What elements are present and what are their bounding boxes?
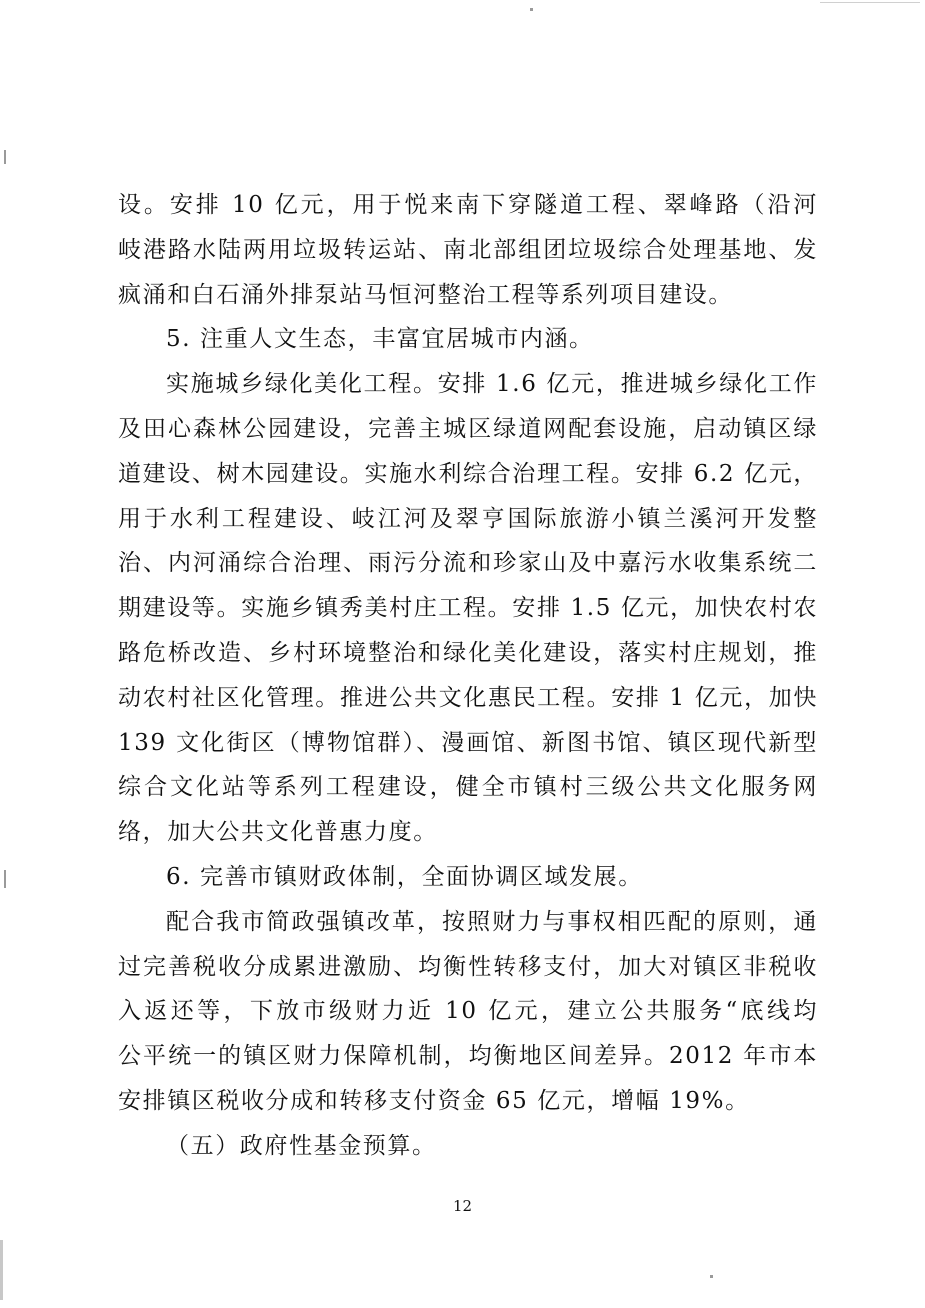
scan-mark	[4, 150, 6, 164]
text-line: 139 文化街区（博物馆群）、漫画馆、新图书馆、镇区现代新型	[118, 729, 818, 756]
text-line: 入返还等，下放市级财力近 10 亿元，建立公共服务“底线均	[118, 998, 818, 1025]
text-line: 岐港路水陆两用垃圾转运站、南北部组团垃圾综合处理基地、发	[118, 236, 818, 263]
text-line: 动农村社区化管理。推进公共文化惠民工程。安排 1 亿元，加快	[118, 684, 818, 711]
text-line: 路危桥改造、乡村环境整治和绿化美化建设，落实村庄规划，推	[118, 639, 818, 666]
text-line: 配合我市简政强镇改革，按照财力与事权相匹配的原则，通	[166, 908, 818, 935]
page-number: 12	[452, 1197, 473, 1215]
text-line: 期建设等。实施乡镇秀美村庄工程。安排 1.5 亿元，加快农村农	[118, 595, 818, 622]
scan-mark	[820, 2, 920, 3]
scan-mark	[530, 8, 533, 11]
body-text	[118, 183, 818, 1169]
scan-mark	[4, 870, 6, 888]
section-heading: （五）政府性基金预算。	[166, 1132, 437, 1159]
scan-mark	[0, 1240, 3, 1300]
text-line: 安排镇区税收分成和转移支付资金 65 亿元，增幅 19%。	[118, 1087, 750, 1114]
text-line: 公平统一的镇区财力保障机制，均衡地区间差异。2012 年市本	[118, 1043, 818, 1070]
text-line: 疯涌和白石涌外排泵站马恒河整治工程等系列项目建设。	[118, 281, 733, 308]
text-line: 络，加大公共文化普惠力度。	[118, 819, 438, 846]
text-line: 及田心森林公园建设，完善主城区绿道网配套设施，启动镇区绿	[118, 415, 818, 442]
text-line: 综合文化站等系列工程建设，健全市镇村三级公共文化服务网	[118, 774, 818, 801]
scan-mark	[710, 1275, 713, 1278]
text-line: 过完善税收分成累进激励、均衡性转移支付，加大对镇区非税收	[118, 953, 818, 980]
section-heading: 5. 注重人文生态，丰富宜居城市内涵。	[166, 326, 594, 353]
text-line: 实施城乡绿化美化工程。安排 1.6 亿元，推进城乡绿化工作	[166, 371, 818, 398]
text-line: 设。安排 10 亿元，用于悦来南下穿隧道工程、翠峰路（沿河	[118, 192, 818, 218]
section-heading: 6. 完善市镇财政体制，全面协调区域发展。	[166, 863, 643, 890]
text-line: 治、内河涌综合治理、雨污分流和珍家山及中嘉污水收集系统二	[118, 550, 818, 577]
text-line: 用于水利工程建设、岐江河及翠亨国际旅游小镇兰溪河开发整	[118, 505, 818, 532]
text-line: 道建设、树木园建设。实施水利综合治理工程。安排 6.2 亿元，	[118, 460, 818, 487]
